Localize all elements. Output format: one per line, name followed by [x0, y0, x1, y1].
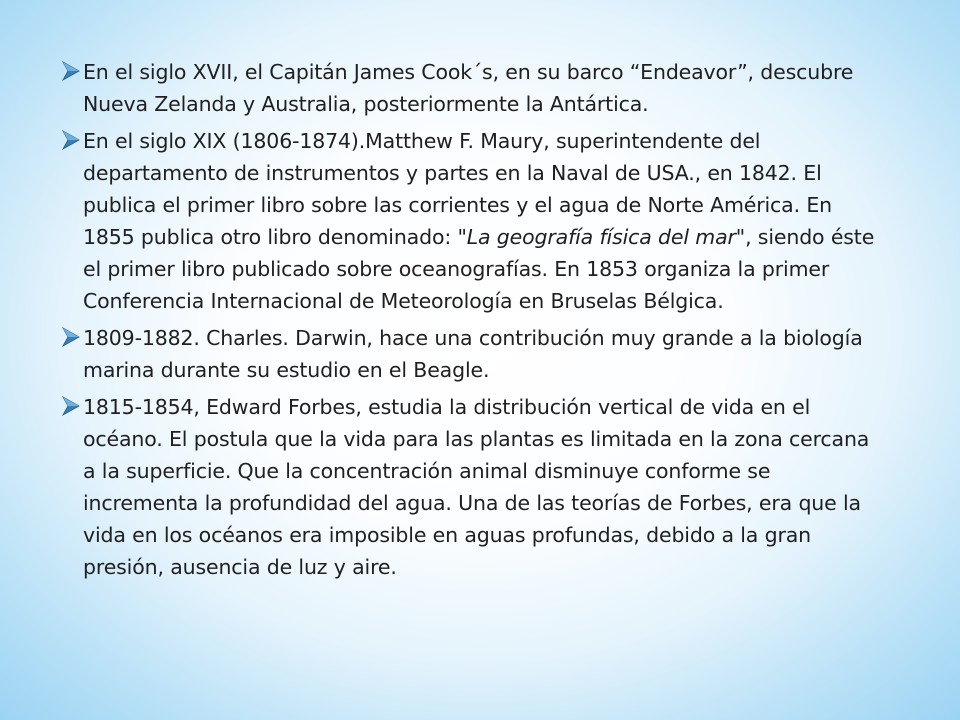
bullet-text: En el siglo XVII, el Capitán James Cook´s, en su barco “Endeavor”, descubre Nueva Zelanda y Australia, posteriormente la Antártica. [83, 60, 854, 116]
bullet-item-cook [0, 56, 960, 120]
bullet-text: 1809-1882. Charles. Darwin, hace una contribución muy grande a la biología marina durante su estudio en el Beagle. [83, 326, 863, 382]
bullet-text: En el siglo XIX (1806-1874).Matthew F. Maury, superintendente del departamento de instrumentos y partes en la Naval de USA., en 1842. El publica el primer libro sobre las corrientes y el agua de Norte América. En 1855 publica otro libro denominado: [83, 129, 832, 249]
arrow-bullet-icon [60, 326, 82, 348]
bullet-item-darwin [0, 322, 960, 386]
book-title: "La geografía física del mar" [457, 225, 746, 249]
bullet-text: 1815-1854, Edward Forbes, estudia la distribución vertical de vida en el océano. El postula que la vida para las plantas es limitada en la zona cercana a la superficie. Que la concentración animal disminuye conforme se incrementa la profundidad del agua. Una de las teorías de Forbes, era que la vida en los océanos era imposible en aguas profundas, debido a la gran presión, ausencia de luz y aire. [83, 395, 870, 579]
arrow-bullet-icon [60, 395, 82, 417]
bullet-item-maury [0, 125, 960, 317]
arrow-bullet-icon [60, 129, 82, 151]
arrow-bullet-icon [60, 60, 82, 82]
bullet-item-forbes [0, 391, 960, 583]
bullet-list [0, 56, 960, 588]
bullet-text-continued: , siendo éste el primer libro publicado sobre oceanografías. En 1853 organiza la primer Conferencia Internacional de Meteorología en Bruselas Bélgica. [83, 225, 875, 313]
